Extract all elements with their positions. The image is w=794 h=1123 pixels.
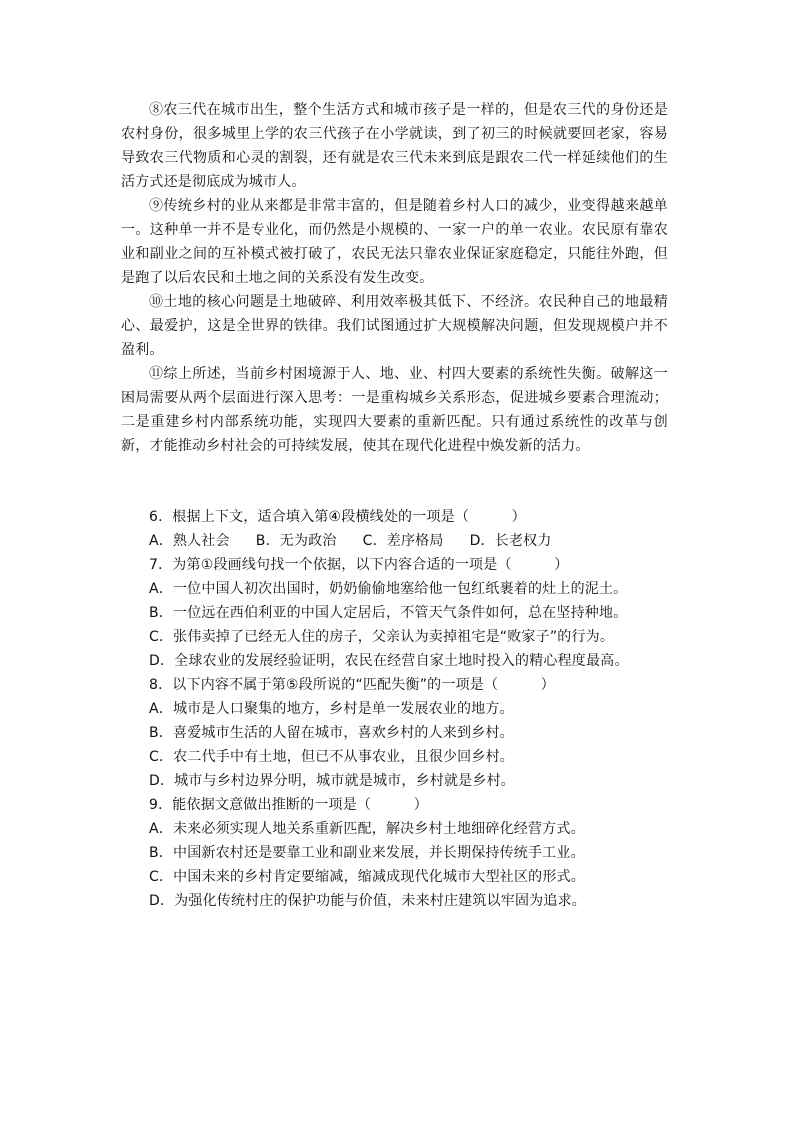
question-8-option-c: C．农二代手中有土地，但已不从事农业，且很少回乡村。 [149,749,514,765]
question-list [121,505,668,913]
paragraph-9: ⑨传统乡村的业从来都是非常丰富的，但是随着乡村人口的减少，业变得越来越单一。这种单一并不是专业化，而仍然是小规模的、一家一户的单一农业。农民原有靠农业和副业之间的互补模式被打破了，农民无法只靠农业保证家庭稳定，只能往外跑，但是跑了以后农民和土地之间的关系没有发生改变。 [121,198,668,286]
question-6 [121,505,668,553]
question-6-stem: 6．根据上下文，适合填入第④段横线处的一项是（ ） [149,509,526,525]
question-8 [121,673,668,793]
question-8-option-b: B．喜爱城市生活的人留在城市，喜欢乡村的人来到乡村。 [149,725,514,741]
question-7-option-c: C．张伟卖掉了已经无人住的房子，父亲认为卖掉祖宅是“败家子”的行为。 [149,629,615,645]
paragraph-10: ⑩土地的核心问题是土地破碎、利用效率极其低下、不经济。农民种自己的地最精心、最爱护，这是全世界的铁律。我们试图通过扩大规模解决问题，但发现规模户并不盈利。 [121,294,668,358]
paragraph-8: ⑧农三代在城市出生，整个生活方式和城市孩子是一样的，但是农三代的身份还是农村身份，很多城里上学的农三代孩子在小学就读，到了初三的时候就要回老家，容易导致农三代物质和心灵的割裂，还有就是农三代未来到底是跟农二代一样延续他们的生活方式还是彻底成为城市人。 [121,102,668,190]
question-6-option-c: C．差序格局 [362,533,444,549]
question-6-option-d: D．长老权力 [469,533,552,549]
paragraph-11: ⑪综上所述，当前乡村困境源于人、地、业、村四大要素的系统性失衡。破解这一困局需要从两个层面进行深入思考：一是重构城乡关系形态，促进城乡要素合理流动；二是重建乡村内部系统功能，实现四大要素的重新匹配。只有通过系统性的改革与创新，才能推动乡村社会的可持续发展，使其在现代化进程中焕发新的活力。 [121,366,668,454]
reading-passage [121,98,668,458]
question-9-option-a: A．未来必须实现人地关系重新匹配，解决乡村土地细碎化经营方式。 [149,821,585,837]
question-7-option-d: D．全球农业的发展经验证明，农民在经营自家土地时投入的精心程度最高。 [149,653,629,669]
question-8-option-a: A．城市是人口聚集的地方，乡村是单一发展农业的地方。 [149,701,514,717]
question-6-option-b: B．无为政治 [255,533,337,549]
question-9-stem: 9．能依据文意做出推断的一项是（ ） [149,797,428,813]
question-7-option-b: B．一位远在西伯利亚的中国人定居后，不管天气条件如何，总在坚持种地。 [149,605,628,621]
question-7-stem: 7．为第①段画线句找一个依据，以下内容合适的一项是（ ） [149,557,569,573]
question-9 [121,793,668,913]
question-7-option-a: A．一位中国人初次出国时，奶奶偷偷地塞给他一包红纸裹着的灶上的泥土。 [149,581,628,597]
question-8-stem: 8．以下内容不属于第⑤段所说的“匹配失衡”的一项是（ ） [149,677,555,693]
question-6-option-a: A．熟人社会 [149,533,230,549]
question-6-options [121,529,668,553]
question-9-option-c: C．中国未来的乡村肯定要缩减，缩减成现代化城市大型社区的形式。 [149,869,585,885]
question-9-option-d: D．为强化传统村庄的保护功能与价值，未来村庄建筑以牢固为追求。 [149,893,586,909]
question-7 [121,553,668,673]
question-9-option-b: B．中国新农村还是要靠工业和副业来发展，并长期保持传统手工业。 [149,845,585,861]
question-8-option-d: D．城市与乡村边界分明，城市就是城市，乡村就是乡村。 [149,773,515,789]
